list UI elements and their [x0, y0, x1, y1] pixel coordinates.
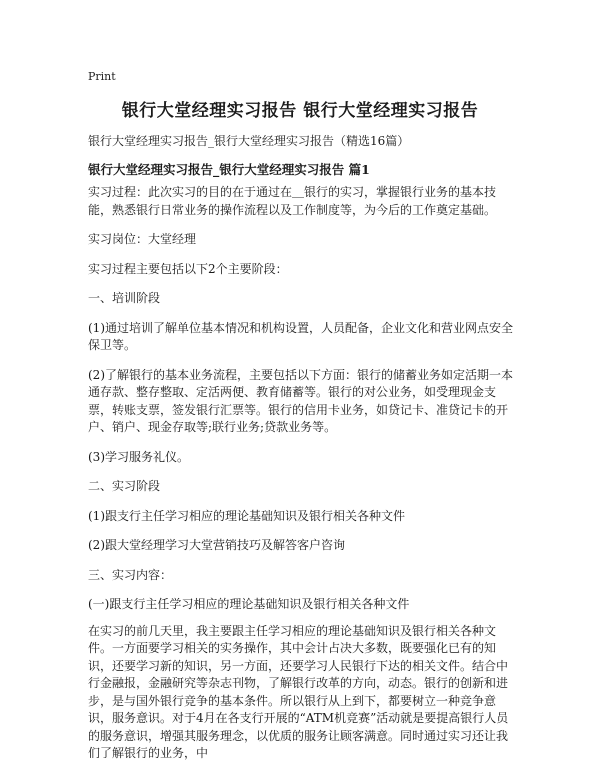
print-label[interactable]: Print — [88, 70, 116, 83]
paragraph: (1)通过培训了解单位基本情况和机构设置，人员配备，企业文化和营业网点安全保卫等。 — [88, 320, 514, 352]
document-body — [88, 184, 518, 775]
paragraph: (3)学习服务礼仪。 — [88, 449, 189, 464]
paragraph: (1)跟支行主任学习相应的理论基础知识及银行相关各种文件 — [88, 508, 406, 523]
paragraph: 实习过程主要包括以下2个主要阶段： — [88, 261, 288, 276]
paragraph: 在实习的前几天里，我主要跟主任学习相应的理论基础知识及银行相关各种文件。一方面要学习相关的实务操作，其中会计占决大多数，既要强化已有的知识，还要学习新的知识，另一方面，还要学习人民银行下达的相关文件。结合中行金融报，金融研究等杂志刊物，了解银行改革的方向，动态。银行的创新和进步，是与国外银行竞争的基本条件。所以银行从上到下，都要树立一种竞争意识，服务意识。对于4月在各支行开展的“ATM机竞赛”活动就是要提高银行人员的服务意识，增强其服务理念，以优质的服务让顾客满意。同时通过实习还让我们了解银行的业务，中 — [88, 623, 509, 760]
paragraph: (一)跟支行主任学习相应的理论基础知识及银行相关各种文件 — [88, 597, 410, 611]
paragraph: 实习过程：此次实习的目的在于通过在＿银行的实习，掌握银行业务的基本技能，熟悉银行日常业务的操作流程以及工作制度等，为今后的工作奠定基础。 — [88, 185, 497, 217]
paragraph: 实习岗位：大堂经理 — [88, 232, 197, 246]
paragraph: 二、实习阶段 — [88, 479, 161, 493]
paragraph: (2)了解银行的基本业务流程，主要包括以下方面：银行的储蓄业务如定活期一本通存款、整存整取、定活两便、教育储蓄等。银行的对公业务，如受理现金支票，转账支票，签发银行汇票等。银行的信用卡业务，如贷记卡、准贷记卡的开户、销户、现金存取等;联行业务;贷款业务等。 — [88, 367, 514, 434]
document-title: 银行大堂经理实习报告 银行大堂经理实习报告 — [121, 101, 479, 121]
paragraph: 三、实习内容： — [88, 567, 173, 582]
paragraph: 一、培训阶段 — [88, 291, 161, 305]
document-subtitle: 银行大堂经理实习报告_银行大堂经理实习报告（精选16篇） — [88, 134, 410, 148]
paragraph: (2)跟大堂经理学习大堂营销技巧及解答客户咨询 — [88, 538, 345, 552]
section-title: 银行大堂经理实习报告_银行大堂经理实习报告 篇1 — [88, 162, 370, 177]
